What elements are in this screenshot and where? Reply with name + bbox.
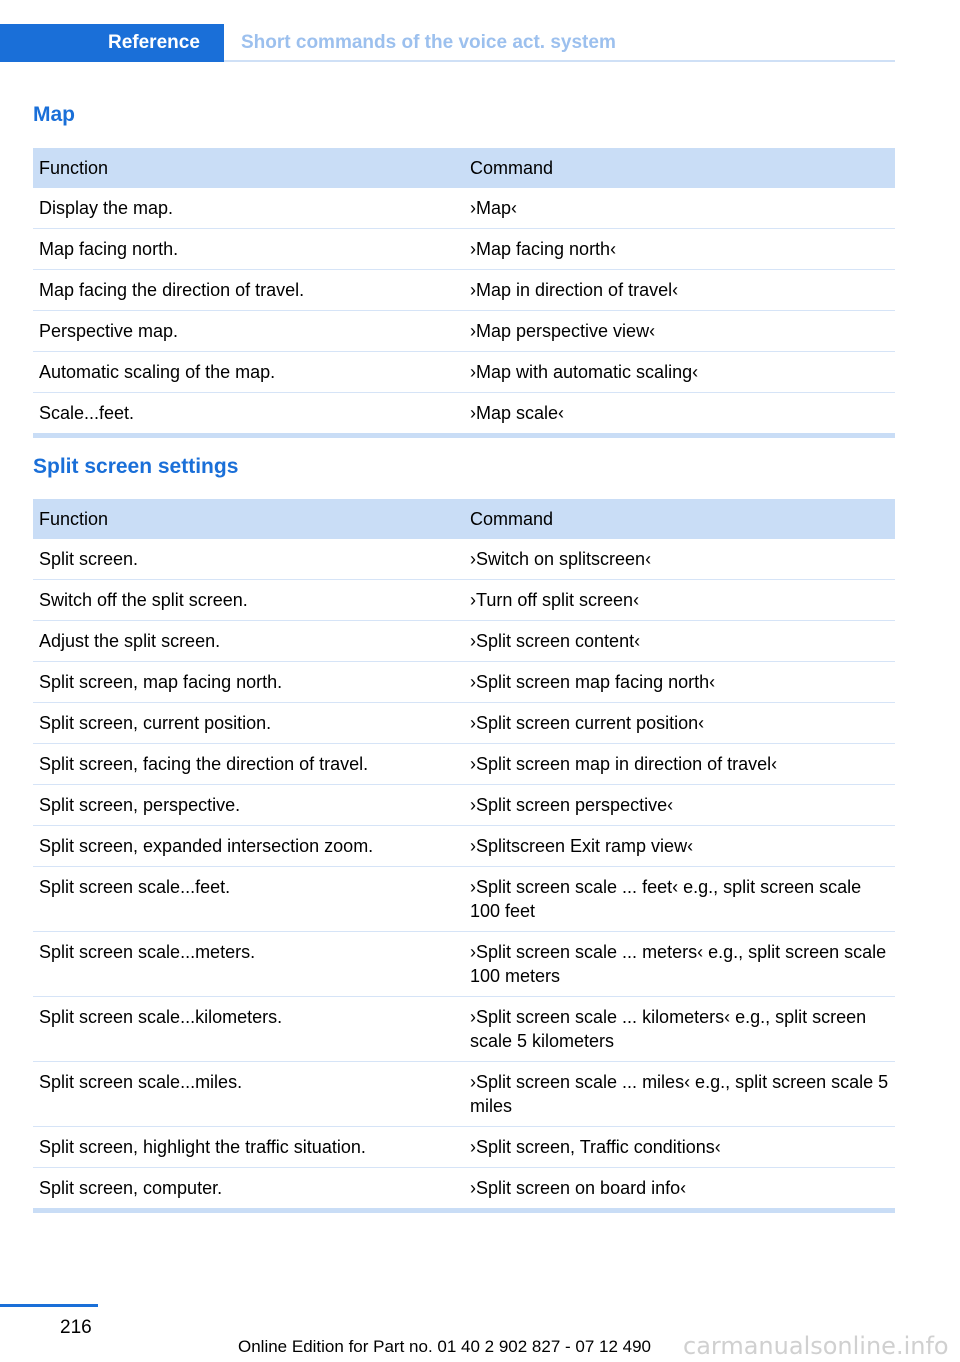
function-cell: Perspective map. — [33, 311, 464, 352]
command-cell: ›Map with automatic scaling‹ — [464, 352, 895, 393]
table-row — [33, 580, 895, 621]
column-header-function: Function — [33, 148, 464, 188]
command-cell: ›Split screen scale ... miles‹ e.g., split screen scale 5 miles — [464, 1062, 895, 1127]
function-cell: Switch off the split screen. — [33, 580, 464, 621]
table-row — [33, 621, 895, 662]
command-cell: ›Map‹ — [464, 188, 895, 229]
function-cell: Scale...feet. — [33, 393, 464, 436]
command-cell: ›Split screen map facing north‹ — [464, 662, 895, 703]
table-row — [33, 932, 895, 997]
page-header — [0, 24, 895, 62]
table-row — [33, 997, 895, 1062]
function-cell: Split screen scale...miles. — [33, 1062, 464, 1127]
function-cell: Map facing north. — [33, 229, 464, 270]
function-cell: Split screen, expanded intersection zoom. — [33, 826, 464, 867]
command-cell: ›Map in direction of travel‹ — [464, 270, 895, 311]
chapter-title: Short commands of the voice act. system — [241, 32, 616, 53]
column-header-function: Function — [33, 499, 464, 539]
function-cell: Display the map. — [33, 188, 464, 229]
command-cell: ›Split screen content‹ — [464, 621, 895, 662]
command-cell: ›Splitscreen Exit ramp view‹ — [464, 826, 895, 867]
function-cell: Split screen, highlight the traffic situation. — [33, 1127, 464, 1168]
table-row — [33, 703, 895, 744]
function-cell: Split screen, map facing north. — [33, 662, 464, 703]
map-commands-table — [33, 148, 895, 438]
column-header-command: Command — [464, 499, 895, 539]
table-row — [33, 229, 895, 270]
section-tab-reference: Reference — [0, 24, 224, 62]
table-row — [33, 539, 895, 580]
table-row — [33, 826, 895, 867]
page-number: 216 — [60, 1317, 92, 1338]
table-row — [33, 270, 895, 311]
function-cell: Adjust the split screen. — [33, 621, 464, 662]
function-cell: Split screen, facing the direction of travel. — [33, 744, 464, 785]
table-row — [33, 188, 895, 229]
function-cell: Split screen, perspective. — [33, 785, 464, 826]
table-header-row — [33, 499, 895, 539]
command-cell: ›Split screen on board info‹ — [464, 1168, 895, 1211]
edition-note: Online Edition for Part no. 01 40 2 902 827 - 07 12 490 — [238, 1337, 652, 1356]
function-cell: Automatic scaling of the map. — [33, 352, 464, 393]
command-cell: ›Switch on splitscreen‹ — [464, 539, 895, 580]
table-row — [33, 1062, 895, 1127]
command-cell: ›Split screen scale ... feet‹ e.g., split screen scale 100 feet — [464, 867, 895, 932]
command-cell: ›Split screen scale ... kilometers‹ e.g., split screen scale 5 kilometers — [464, 997, 895, 1062]
command-cell: ›Split screen scale ... meters‹ e.g., split screen scale 100 meters — [464, 932, 895, 997]
function-cell: Split screen, computer. — [33, 1168, 464, 1211]
command-cell: ›Split screen current position‹ — [464, 703, 895, 744]
table-row — [33, 311, 895, 352]
command-cell: ›Map perspective view‹ — [464, 311, 895, 352]
function-cell: Split screen, current position. — [33, 703, 464, 744]
table-row — [33, 744, 895, 785]
table-row — [33, 1127, 895, 1168]
table-row — [33, 393, 895, 436]
table-row — [33, 352, 895, 393]
footer-rule — [0, 1304, 98, 1307]
table-row — [33, 662, 895, 703]
split-screen-commands-table — [33, 499, 895, 1213]
watermark-text: carmanualsonline.info — [683, 1332, 949, 1360]
command-cell: ›Map facing north‹ — [464, 229, 895, 270]
function-cell: Split screen scale...kilometers. — [33, 997, 464, 1062]
command-cell: ›Split screen, Traffic conditions‹ — [464, 1127, 895, 1168]
function-cell: Split screen scale...meters. — [33, 932, 464, 997]
command-cell: ›Turn off split screen‹ — [464, 580, 895, 621]
table-header-row — [33, 148, 895, 188]
table-row — [33, 867, 895, 932]
function-cell: Map facing the direction of travel. — [33, 270, 464, 311]
column-header-command: Command — [464, 148, 895, 188]
table-row — [33, 1168, 895, 1211]
section-heading-map: Map — [33, 103, 75, 126]
function-cell: Split screen. — [33, 539, 464, 580]
command-cell: ›Split screen perspective‹ — [464, 785, 895, 826]
section-heading-split-screen: Split screen settings — [33, 455, 239, 478]
table-row — [33, 785, 895, 826]
command-cell: ›Split screen map in direction of travel‹ — [464, 744, 895, 785]
function-cell: Split screen scale...feet. — [33, 867, 464, 932]
command-cell: ›Map scale‹ — [464, 393, 895, 436]
